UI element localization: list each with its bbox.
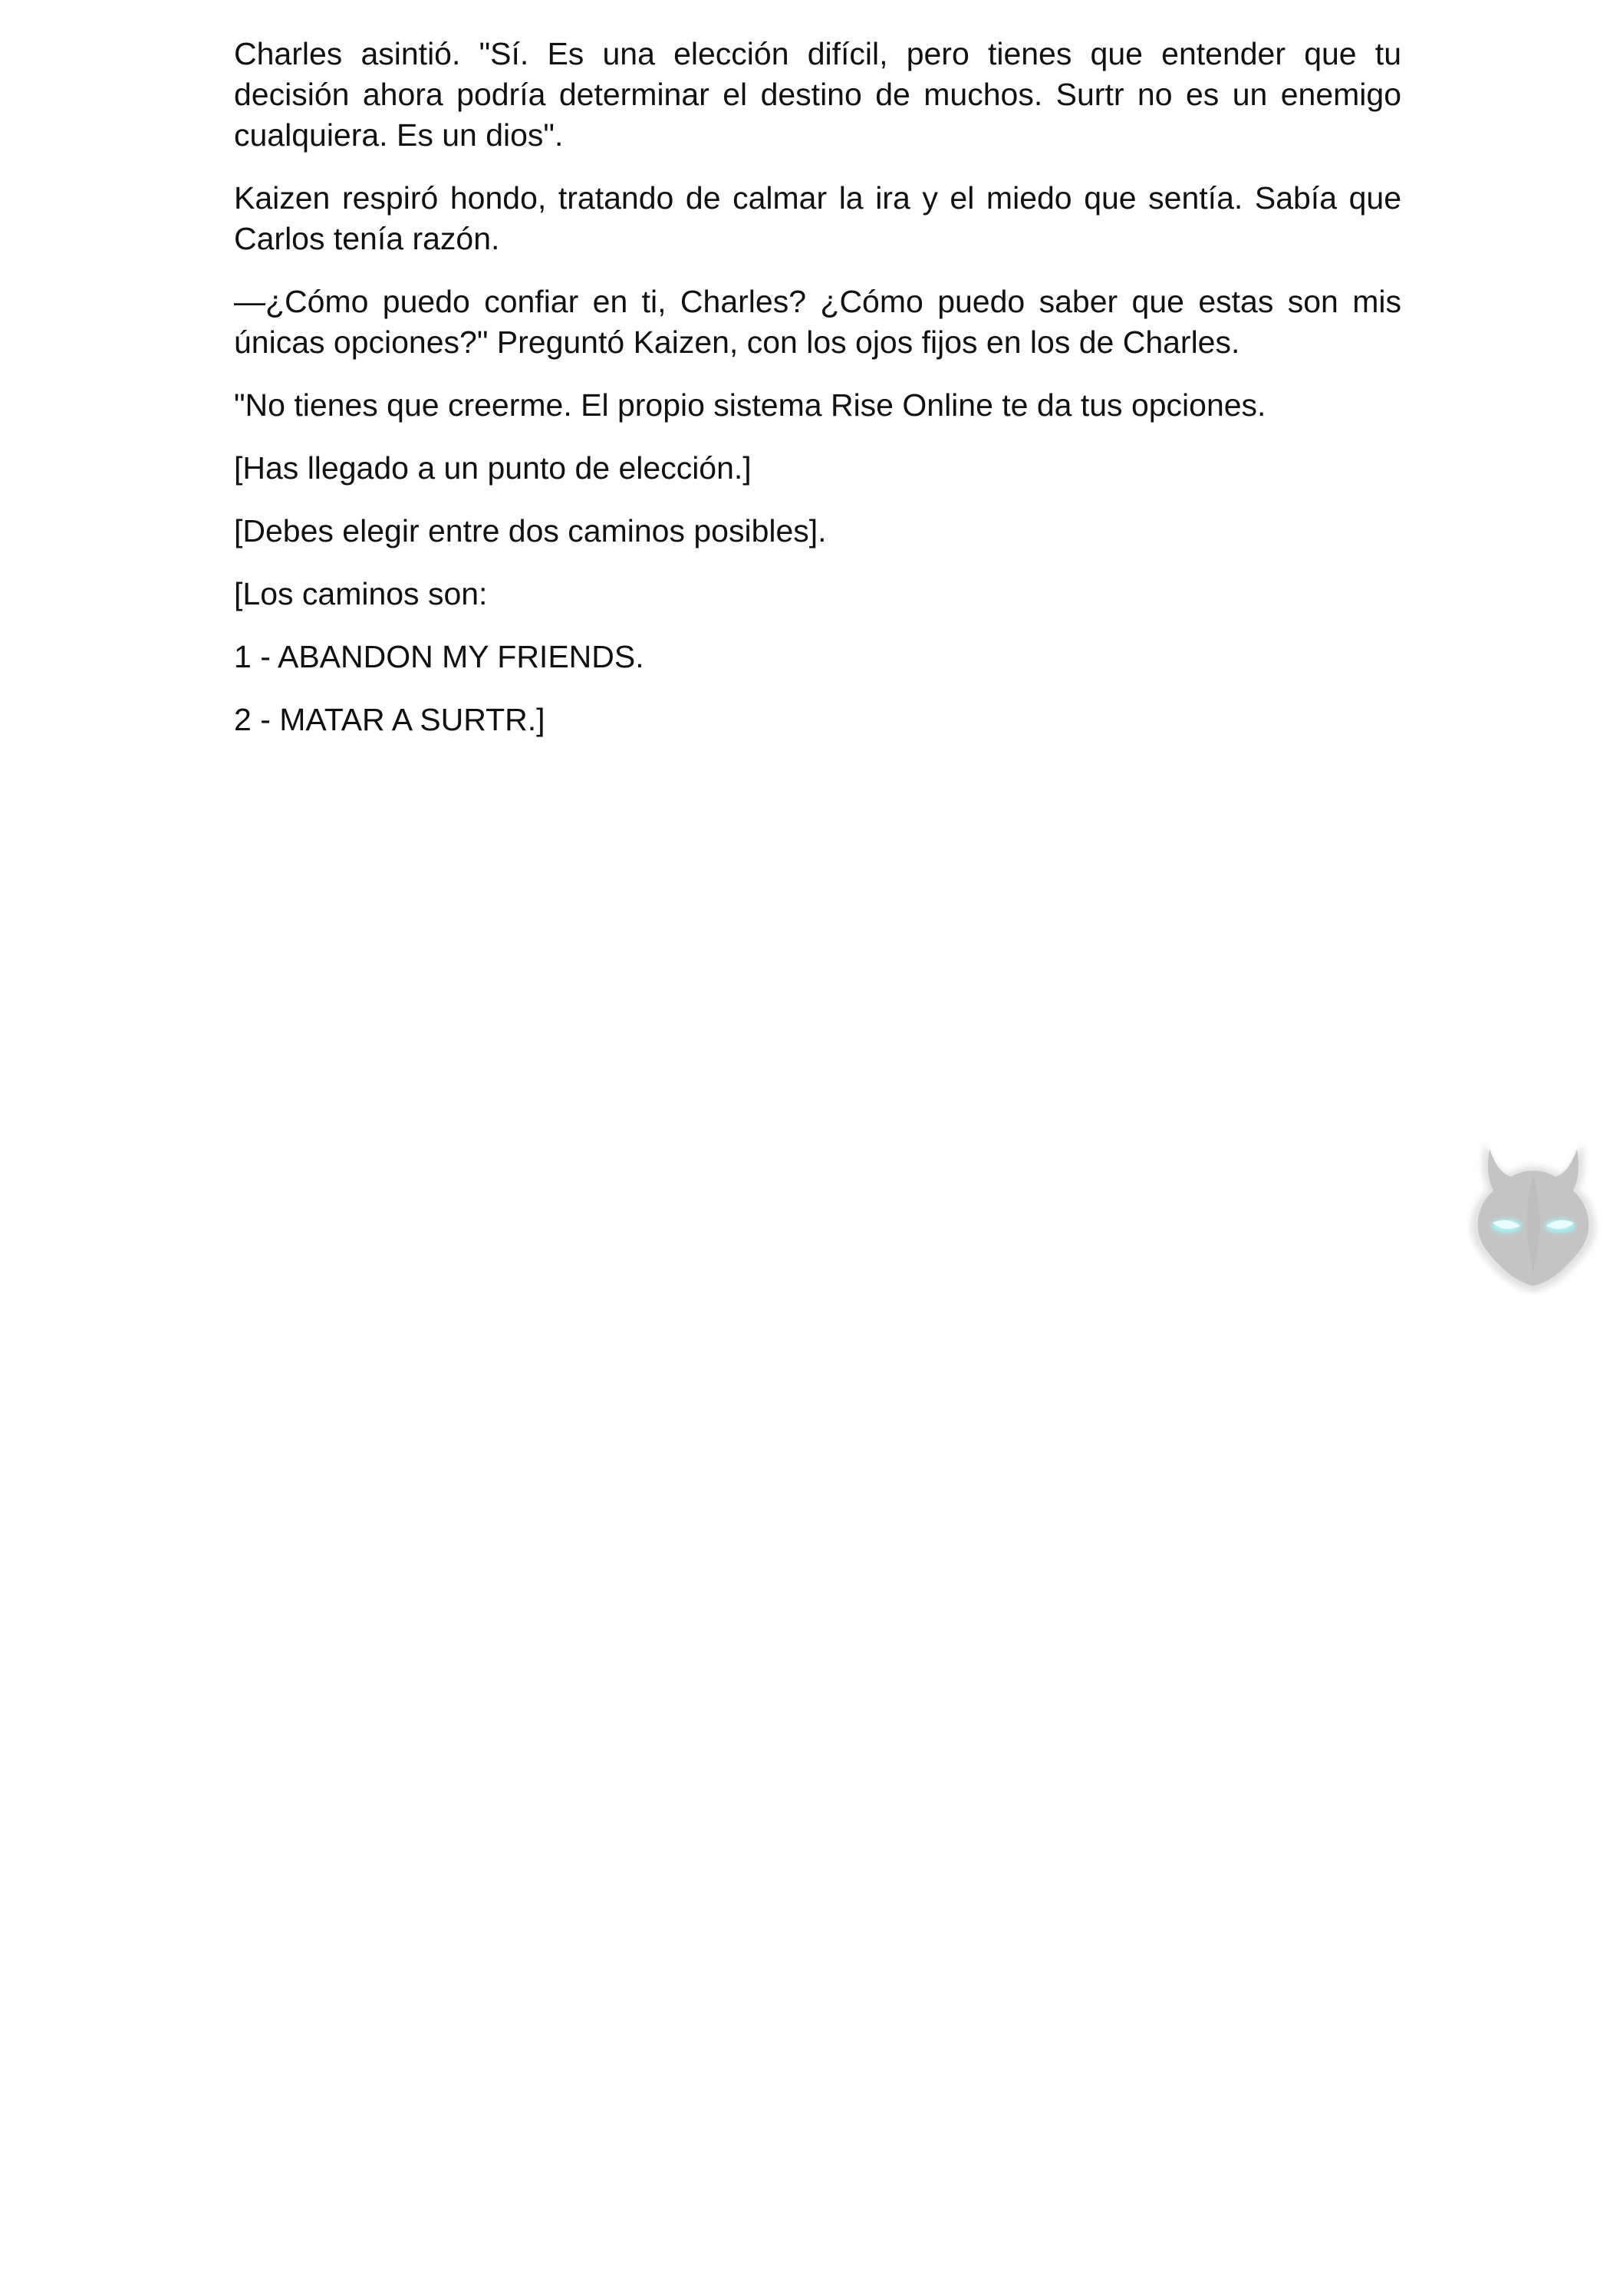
system-message: [Debes elegir entre dos caminos posibles]. <box>234 513 827 548</box>
paragraph: Charles asintió. "Sí. Es una elección difícil, pero tienes que entender que tu decisión ahora podría determinar el destino de muchos. Surtr no es un enemigo cualquiera. Es un dios". <box>234 36 1401 153</box>
document-body <box>234 34 1401 763</box>
paragraph: "No tienes que creerme. El propio sistema Rise Online te da tus opciones. <box>234 387 1266 423</box>
choice-option: 1 - ABANDON MY FRIENDS. <box>234 639 644 674</box>
system-message: [Has llegado a un punto de elección.] <box>234 450 752 486</box>
system-message: [Los caminos son: <box>234 576 488 611</box>
paragraph: —¿Cómo puedo confiar en ti, Charles? ¿Cómo puedo saber que estas son mis únicas opciones?" Preguntó Kaizen, con los ojos fijos en los de Charles. <box>234 284 1401 360</box>
paragraph: Kaizen respiró hondo, tratando de calmar la ira y el miedo que sentía. Sabía que Carlos tenía razón. <box>234 180 1401 256</box>
demon-head-icon <box>1462 1128 1605 1296</box>
choice-option: 2 - MATAR A SURTR.] <box>234 702 545 737</box>
